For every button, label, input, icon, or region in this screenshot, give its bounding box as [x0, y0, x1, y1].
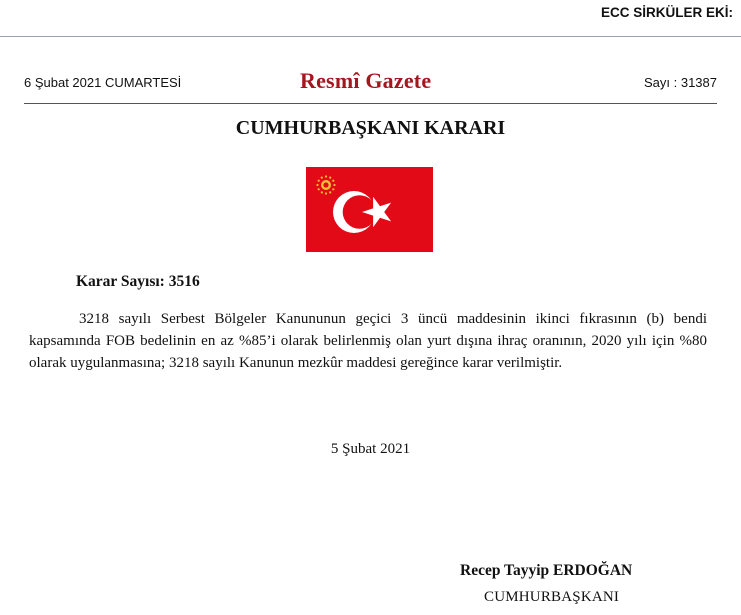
decision-number: Karar Sayısı: 3516	[76, 273, 200, 290]
gazette-date: 6 Şubat 2021 CUMARTESİ	[24, 75, 182, 90]
decree-date: 5 Şubat 2021	[330, 441, 411, 457]
decree-body: 3218 sayılı Serbest Bölgeler Kanununun geçici 3 üncü maddesinin ikinci fıkrasının (b) bendi kapsamında FOB bedelinin en az %85’i olarak belirlenmiş olan yurt dışına ihraç oranının, 2020 yılı için %80 olarak uygulanmasına; 3218 sayılı Kanunun mezkûr maddesi gereğince karar verilmiştir.	[29, 311, 707, 371]
decree-title: CUMHURBAŞKANI KARARI	[235, 117, 506, 139]
gazette-title: Resmî Gazete	[300, 68, 432, 93]
gazette-issue-number: Sayı : 31387	[644, 75, 717, 90]
header-divider	[0, 36, 741, 37]
masthead-divider	[24, 103, 717, 104]
circular-label: ECC SİRKÜLER EKİ:	[600, 5, 733, 20]
gazette-masthead	[24, 68, 717, 98]
turkish-flag-icon	[306, 167, 433, 252]
signatory-title: CUMHURBAŞKANI	[484, 589, 620, 605]
signatory-name: Recep Tayyip ERDOĞAN	[460, 562, 633, 579]
